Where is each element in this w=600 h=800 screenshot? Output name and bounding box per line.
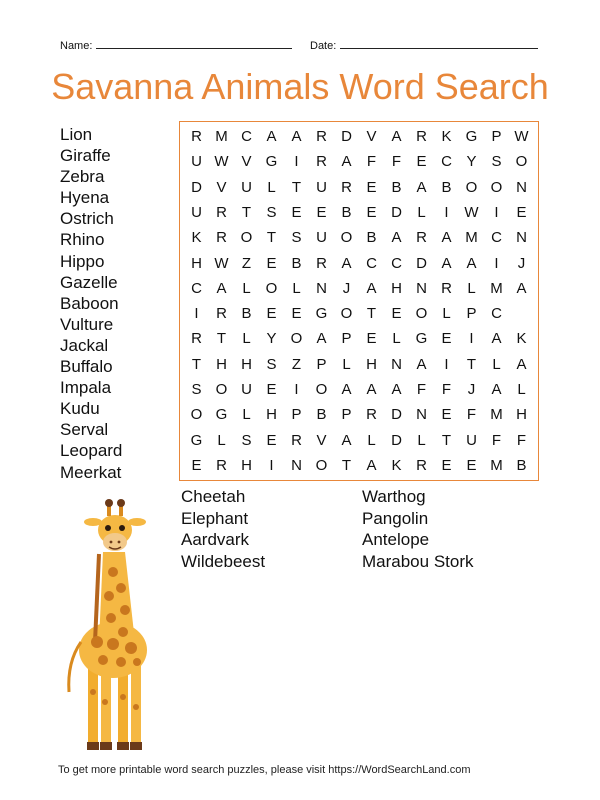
grid-letter: A bbox=[441, 254, 452, 272]
grid-letter: J bbox=[517, 254, 526, 272]
grid-letter: C bbox=[491, 229, 502, 247]
grid-letter: B bbox=[341, 203, 352, 221]
grid-letter: B bbox=[291, 254, 302, 272]
word-item: Aardvark bbox=[181, 530, 250, 549]
grid-letter: N bbox=[291, 456, 302, 474]
grid-letter: L bbox=[442, 305, 451, 323]
grid-letter: T bbox=[441, 431, 452, 449]
footer-note: To get more printable word search puzzles, please visit https://WordSearchLand.com bbox=[58, 764, 471, 776]
grid-letter: R bbox=[316, 153, 327, 171]
word-item: Leopard bbox=[60, 441, 123, 461]
grid-letter: P bbox=[466, 305, 477, 323]
grid-letter: E bbox=[266, 305, 277, 323]
grid-letter: A bbox=[491, 330, 502, 348]
grid-letter: R bbox=[191, 128, 202, 146]
grid-letter: A bbox=[416, 355, 427, 373]
grid-letter: S bbox=[291, 229, 302, 247]
grid-letter: A bbox=[441, 229, 452, 247]
grid-letter: L bbox=[492, 355, 501, 373]
grid-letter: R bbox=[216, 229, 227, 247]
grid-letter: E bbox=[266, 431, 277, 449]
grid-letter: L bbox=[392, 330, 401, 348]
name-label: Name: bbox=[60, 40, 93, 52]
grid-letter: S bbox=[191, 380, 202, 398]
grid-letter: B bbox=[316, 406, 327, 424]
grid-letter: K bbox=[516, 330, 527, 348]
grid-letter: S bbox=[266, 355, 277, 373]
word-item: Giraffe bbox=[60, 146, 111, 166]
grid-letter: U bbox=[241, 380, 252, 398]
grid-letter: I bbox=[294, 153, 299, 171]
grid-letter: E bbox=[191, 456, 202, 474]
grid-letter: M bbox=[490, 456, 503, 474]
grid-letter: M bbox=[215, 128, 228, 146]
grid-letter: G bbox=[190, 431, 203, 449]
grid-letter: A bbox=[391, 229, 402, 247]
grid-letter: B bbox=[241, 305, 252, 323]
grid-letter: A bbox=[516, 279, 527, 297]
grid-letter: E bbox=[366, 330, 377, 348]
grid-letter: A bbox=[341, 254, 352, 272]
grid-letter: R bbox=[416, 229, 427, 247]
grid-letter: E bbox=[266, 254, 277, 272]
grid-letter: G bbox=[465, 128, 478, 146]
grid-letter: R bbox=[441, 279, 452, 297]
grid-letter: K bbox=[391, 456, 402, 474]
grid-letter: Z bbox=[291, 355, 302, 373]
grid-letter: Y bbox=[266, 330, 277, 348]
grid-letter: E bbox=[291, 305, 302, 323]
grid-letter: A bbox=[366, 279, 377, 297]
grid-letter: G bbox=[415, 330, 428, 348]
word-item: Kudu bbox=[60, 399, 100, 419]
grid-letter: T bbox=[291, 178, 302, 196]
grid-letter: S bbox=[266, 203, 277, 221]
grid-letter: L bbox=[242, 406, 251, 424]
grid-letter: K bbox=[191, 229, 202, 247]
grid-letter: W bbox=[214, 254, 229, 272]
word-list-bottom-left bbox=[181, 486, 265, 572]
grid-letter: I bbox=[294, 380, 299, 398]
word-item: Wildebeest bbox=[181, 551, 266, 571]
grid-letter: D bbox=[191, 178, 202, 196]
word-list-bottom-right bbox=[362, 486, 474, 572]
grid-letter: E bbox=[516, 203, 527, 221]
grid-letter: L bbox=[417, 203, 426, 221]
grid-letter: R bbox=[341, 178, 352, 196]
grid-letter: A bbox=[391, 380, 402, 398]
grid-letter: C bbox=[391, 254, 402, 272]
grid-letter: A bbox=[291, 128, 302, 146]
grid-letter: T bbox=[191, 355, 202, 373]
letter-grid bbox=[179, 121, 539, 481]
grid-letter: L bbox=[242, 279, 251, 297]
grid-letter: P bbox=[316, 355, 327, 373]
grid-letter: R bbox=[291, 431, 302, 449]
grid-letter: L bbox=[467, 279, 476, 297]
grid-letter: E bbox=[266, 380, 277, 398]
grid-letter: R bbox=[416, 128, 427, 146]
grid-letter bbox=[509, 301, 534, 326]
word-item: Cheetah bbox=[181, 487, 246, 506]
grid-letter: H bbox=[216, 355, 227, 373]
word-item: Zebra bbox=[60, 167, 105, 187]
grid-letter: T bbox=[466, 355, 477, 373]
grid-letter: W bbox=[514, 128, 529, 146]
grid-letter: L bbox=[217, 431, 226, 449]
grid-letter: D bbox=[341, 128, 352, 146]
grid-letter: A bbox=[516, 355, 527, 373]
grid-letter: E bbox=[291, 203, 302, 221]
grid-letter: H bbox=[241, 456, 252, 474]
grid-letter: M bbox=[490, 406, 503, 424]
grid-letter: E bbox=[416, 153, 427, 171]
grid-letter: S bbox=[241, 431, 252, 449]
grid-letter: U bbox=[191, 153, 202, 171]
grid-letter: P bbox=[491, 128, 502, 146]
grid-letter: A bbox=[491, 380, 502, 398]
grid-letter: G bbox=[215, 406, 228, 424]
grid-letter: E bbox=[366, 203, 377, 221]
grid-letter: V bbox=[216, 178, 227, 196]
grid-letter: I bbox=[444, 355, 449, 373]
grid-letter: D bbox=[416, 254, 427, 272]
word-item: Hyena bbox=[60, 188, 110, 208]
grid-letter: L bbox=[267, 178, 276, 196]
grid-letter: F bbox=[391, 153, 402, 171]
word-item: Elephant bbox=[181, 508, 249, 528]
grid-letter: W bbox=[464, 203, 479, 221]
grid-letter: T bbox=[341, 456, 352, 474]
grid-letter: U bbox=[316, 229, 327, 247]
word-item: Antelope bbox=[362, 530, 430, 549]
grid-letter: B bbox=[366, 229, 377, 247]
grid-letter: V bbox=[366, 128, 377, 146]
grid-letter: O bbox=[515, 153, 528, 171]
grid-letter: B bbox=[441, 178, 452, 196]
grid-letter: A bbox=[391, 128, 402, 146]
grid-letter: B bbox=[516, 456, 527, 474]
word-item: Meerkat bbox=[60, 462, 122, 482]
grid-letter: I bbox=[444, 203, 449, 221]
grid-letter: P bbox=[341, 406, 352, 424]
grid-letter: E bbox=[441, 406, 452, 424]
name-blank-line[interactable] bbox=[96, 38, 292, 49]
grid-letter: I bbox=[269, 456, 274, 474]
word-item: Impala bbox=[60, 378, 112, 398]
grid-letter: R bbox=[216, 305, 227, 323]
grid-letter: U bbox=[316, 178, 327, 196]
grid-letter: O bbox=[215, 380, 228, 398]
grid-letter: W bbox=[214, 153, 229, 171]
word-item: Baboon bbox=[60, 293, 119, 313]
word-item: Buffalo bbox=[60, 357, 113, 377]
word-item: Serval bbox=[60, 420, 109, 440]
grid-letter: R bbox=[366, 406, 377, 424]
grid-letter: O bbox=[315, 380, 328, 398]
word-item: Jackal bbox=[60, 335, 109, 355]
word-item: Gazelle bbox=[60, 272, 118, 292]
grid-letter: U bbox=[466, 431, 477, 449]
grid-letter: Z bbox=[241, 254, 252, 272]
grid-letter: R bbox=[216, 456, 227, 474]
grid-letter: A bbox=[366, 456, 377, 474]
grid-letter: T bbox=[241, 203, 252, 221]
grid-letter: N bbox=[391, 355, 402, 373]
grid-letter: E bbox=[466, 456, 477, 474]
grid-letter: H bbox=[516, 406, 527, 424]
word-item: Warthog bbox=[362, 487, 426, 506]
grid-letter: H bbox=[391, 279, 402, 297]
grid-letter: C bbox=[441, 153, 452, 171]
word-item: Lion bbox=[60, 125, 93, 144]
grid-letter: R bbox=[316, 128, 327, 146]
grid-letter: O bbox=[490, 178, 503, 196]
date-field[interactable] bbox=[310, 38, 538, 52]
grid-letter: C bbox=[191, 279, 202, 297]
grid-letter: L bbox=[367, 431, 376, 449]
grid-letter: T bbox=[216, 330, 227, 348]
grid-letter: U bbox=[191, 203, 202, 221]
grid-letter: Y bbox=[466, 153, 477, 171]
grid-letter: A bbox=[266, 128, 277, 146]
word-item: Ostrich bbox=[60, 209, 114, 229]
grid-letter: N bbox=[516, 229, 527, 247]
grid-letter: H bbox=[241, 355, 252, 373]
grid-letter: J bbox=[467, 380, 476, 398]
grid-letter: E bbox=[316, 203, 327, 221]
grid-letter: A bbox=[366, 380, 377, 398]
grid-letter: N bbox=[416, 406, 427, 424]
grid-letter: A bbox=[316, 330, 327, 348]
grid-letter: L bbox=[292, 279, 301, 297]
grid-letter: I bbox=[494, 254, 499, 272]
grid-letter: O bbox=[190, 406, 203, 424]
grid-letter: A bbox=[341, 153, 352, 171]
grid-letter: O bbox=[340, 305, 353, 323]
grid-letter: L bbox=[242, 330, 251, 348]
grid-letter: E bbox=[391, 305, 402, 323]
grid-letter: O bbox=[465, 178, 478, 196]
grid-letter: N bbox=[416, 279, 427, 297]
grid-letter: G bbox=[265, 153, 278, 171]
grid-letter: F bbox=[491, 431, 502, 449]
grid-letter: A bbox=[416, 178, 427, 196]
date-blank-line[interactable] bbox=[340, 38, 538, 49]
grid-letter: G bbox=[315, 305, 328, 323]
grid-letter: H bbox=[366, 355, 377, 373]
grid-letter: A bbox=[341, 380, 352, 398]
grid-letter: P bbox=[341, 330, 352, 348]
word-list-left bbox=[60, 124, 122, 483]
grid-letter: F bbox=[366, 153, 377, 171]
grid-letter: R bbox=[316, 254, 327, 272]
grid-letter: S bbox=[491, 153, 502, 171]
grid-letter: R bbox=[191, 330, 202, 348]
grid-letter: O bbox=[315, 456, 328, 474]
grid-letter: O bbox=[415, 305, 428, 323]
grid-letter: I bbox=[494, 203, 499, 221]
grid-letter: O bbox=[340, 229, 353, 247]
grid-letter: M bbox=[465, 229, 478, 247]
grid-letter: T bbox=[266, 229, 277, 247]
page-title: Savanna Animals Word Search bbox=[51, 66, 549, 107]
grid-letter: I bbox=[194, 305, 199, 323]
grid-letter: D bbox=[391, 431, 402, 449]
grid-letter: T bbox=[366, 305, 377, 323]
grid-letter: N bbox=[516, 178, 527, 196]
grid-letter: C bbox=[366, 254, 377, 272]
grid-letter: F bbox=[441, 380, 452, 398]
name-field[interactable] bbox=[60, 38, 292, 52]
grid-letter: E bbox=[441, 456, 452, 474]
grid-letter: E bbox=[366, 178, 377, 196]
grid-letter: K bbox=[441, 128, 452, 146]
grid-letter: O bbox=[265, 279, 278, 297]
grid-letter: U bbox=[241, 178, 252, 196]
grid-letter: A bbox=[466, 254, 477, 272]
grid-letter: C bbox=[491, 305, 502, 323]
grid-letter: A bbox=[216, 279, 227, 297]
grid-letter: L bbox=[517, 380, 526, 398]
word-item: Marabou Stork bbox=[362, 551, 474, 571]
grid-letter: R bbox=[216, 203, 227, 221]
grid-letter: M bbox=[490, 279, 503, 297]
word-item: Rhino bbox=[60, 230, 105, 250]
grid-letter: H bbox=[266, 406, 277, 424]
date-label: Date: bbox=[310, 40, 337, 52]
word-item: Vulture bbox=[60, 314, 114, 334]
grid-letter: O bbox=[240, 229, 253, 247]
grid-letter: N bbox=[316, 279, 327, 297]
grid-letter: V bbox=[241, 153, 252, 171]
word-item: Pangolin bbox=[362, 508, 429, 528]
grid-letter: B bbox=[391, 178, 402, 196]
grid-letter: L bbox=[417, 431, 426, 449]
grid-letter: C bbox=[241, 128, 252, 146]
grid-letter: L bbox=[342, 355, 351, 373]
grid-letter: F bbox=[516, 431, 527, 449]
grid-letter: P bbox=[291, 406, 302, 424]
grid-letter: H bbox=[191, 254, 202, 272]
grid-letter: D bbox=[391, 406, 402, 424]
grid-letter: R bbox=[416, 456, 427, 474]
grid-letter: F bbox=[466, 406, 477, 424]
grid-letter: D bbox=[391, 203, 402, 221]
giraffe-illustration bbox=[55, 492, 165, 757]
grid-letter: E bbox=[441, 330, 452, 348]
grid-letter: A bbox=[341, 431, 352, 449]
grid-letter: I bbox=[469, 330, 474, 348]
grid-letter: V bbox=[316, 431, 327, 449]
word-item: Hippo bbox=[60, 251, 105, 271]
grid-letter: F bbox=[416, 380, 427, 398]
grid-letter: O bbox=[290, 330, 303, 348]
grid-letter: J bbox=[342, 279, 351, 297]
